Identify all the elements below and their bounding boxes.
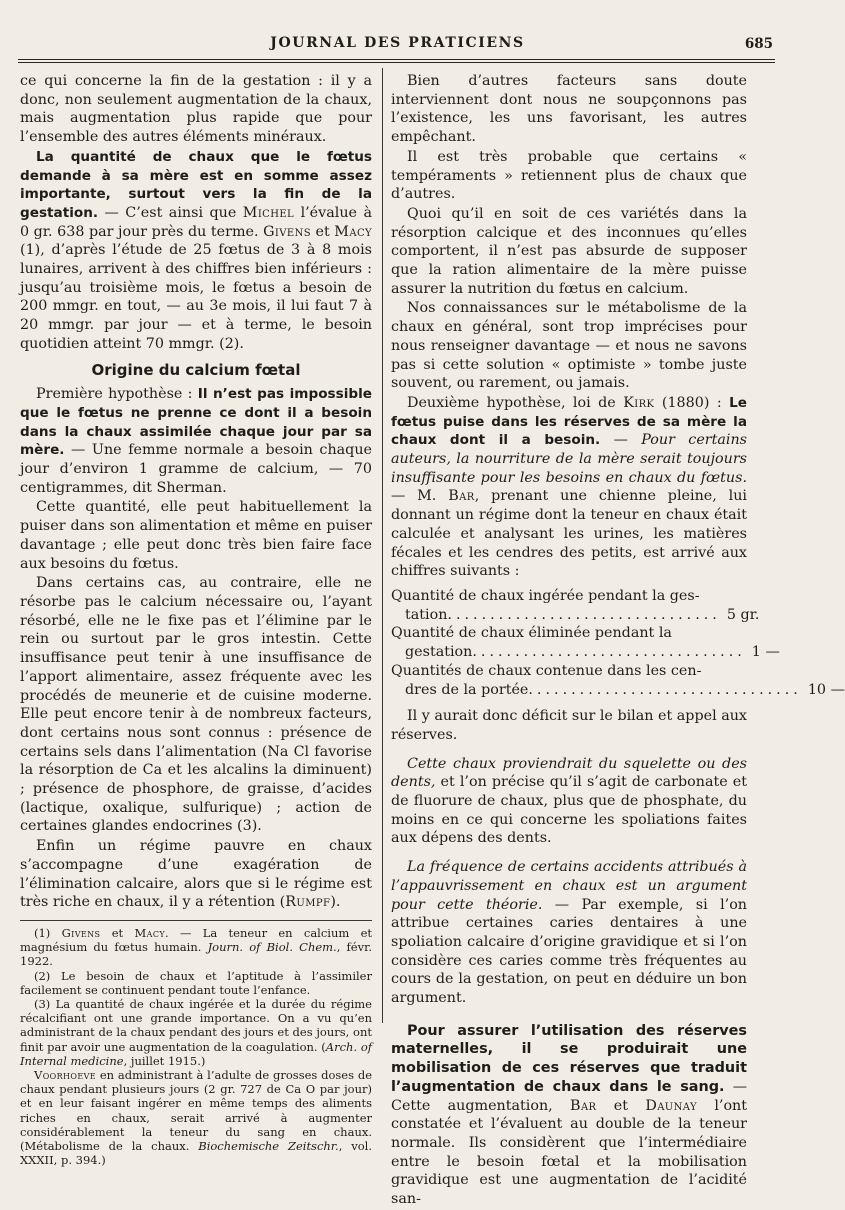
table-cell: dres de la portée <box>405 681 529 698</box>
column-divider <box>382 68 383 1023</box>
paragraph: ce qui concerne la fin de la gestation : il y a donc, non seulement augmentation de la chaux, mais augmentation plus rapide que pour l’ensemble des autres éléments minéraux. <box>20 73 372 146</box>
header-rule <box>18 59 775 60</box>
text: — M. <box>391 488 449 505</box>
journal-title: JOURNAL DES PRATICIENS <box>270 35 525 51</box>
text: Enfin un régime pauvre en chaux s’accompagne d’une exagération de l’élimination calcaire, alors que si le régime est très riche en chaux, il y a rétention ( <box>20 838 372 911</box>
text: Première hypothèse : <box>36 386 198 403</box>
journal-citation: Biochemische Zeitschr. <box>198 1138 339 1153</box>
author-name: Macy <box>334 223 373 240</box>
paragraph: Cette quantité, elle peut habituellement la puiser dans son alimentation et même en puiser davantage ; elle peut donc très bien faire face aux besoins du fœtus. <box>20 499 372 572</box>
text: — Par exemple, si l’on attribue certaines caries dentaires à une spoliation calcaire d’origine gravidique et si l’on considère ces caries comme très fréquentes au cours de la gestation, on peut en déduire un bon argument. <box>391 896 748 1007</box>
text: . — La teneur en calcium et magnésium du fœtus humain. <box>20 925 373 955</box>
footnote-1 <box>20 926 372 969</box>
leader-dots: ................................ <box>528 681 802 698</box>
paragraph <box>391 755 747 849</box>
text: , juillet 1915.) <box>123 1053 206 1068</box>
text: , vol. XXXII, p. 394.) <box>20 1138 372 1168</box>
paragraph: Bien d’autres facteurs sans doute interviennent dont nous ne soupçonnons pas l’existence, les uns favorisant, les autres empêchant. <box>391 73 747 146</box>
journal-citation: Arch. of Internal medicine <box>20 1039 373 1068</box>
data-table <box>391 587 845 699</box>
paragraph <box>391 1022 747 1209</box>
paragraph <box>391 394 747 581</box>
table-row <box>391 606 760 625</box>
paragraph: Quoi qu’il en soit de ces variétés dans la résorption calcique et des inconnues qu’elles comportent, il n’est pas absurde de supposer que la ration alimentaire de la mère puisse assurer la nutrition du fœtus en calcium. <box>391 205 747 297</box>
text: , févr. 1922. <box>20 940 372 969</box>
table-cell: tation <box>405 606 448 623</box>
table-cell: gestation <box>405 644 473 661</box>
text: — C’est ainsi que <box>98 204 243 221</box>
author-name: Voorhoeve <box>34 1067 97 1082</box>
bold-text: Pour assurer l’utilisation des réserves maternelles, il se produirait une mobilisation de ces réserves que traduit l’augmentation de chaux dans le sang. <box>391 1022 747 1095</box>
text: — Une femme normale a besoin chaque jour d’environ 1 gramme de calcium, — 70 centigrammes, dit Sherman. <box>20 442 372 496</box>
journal-citation: Journ. of Biol. Chem. <box>207 940 337 955</box>
text: et <box>596 1097 646 1114</box>
bold-text: Le fœtus puise dans les réserves de sa mère la chaux dont il a besoin. <box>391 394 747 449</box>
author-name: Daunay <box>645 1097 698 1114</box>
text: l’ont constatée et l’évaluent au double de la teneur normale. Ils considèrent que l’intermédiaire entre le besoin fœtal et la mobilisation gravidique est une augmentation de l’acidité san- <box>391 1097 748 1208</box>
footnote-3 <box>20 997 372 1068</box>
author-name: Macy <box>134 925 166 940</box>
footnote-rule <box>20 920 372 921</box>
running-header <box>20 34 775 56</box>
table-value: 10 — <box>807 681 845 698</box>
text: et <box>310 223 335 240</box>
footnote-4 <box>20 1068 372 1167</box>
text: (1), d’après l’étude de 25 fœtus de 3 à 8 mois lunaires, arrivent à des chiffres bien inférieurs : jusqu’au troisième mois, le fœtus a besoin de 200 mmgr. en tout, — au 3e mois, il lui faut 7 à 20 mmgr. par jour — et à terme, le besoin quotidien atteint 70 mmgr. (2). <box>20 242 372 352</box>
paragraph: Nos connaissances sur le métabolisme de la chaux en général, sont trop imprécises pour nous renseigner davantage — et nous ne savons pas si cette solution « optimiste » tombe juste souvent, ou rarement, ou jamais. <box>391 300 747 392</box>
table-row-label: Quantités de chaux contenue dans les cen- <box>391 662 702 679</box>
paragraph: Il y aurait donc déficit sur le bilan et appel aux réserves. <box>391 708 747 743</box>
text: — Cette augmentation, <box>391 1078 747 1114</box>
author-name: Rumpf <box>285 894 331 911</box>
paragraph <box>20 837 372 912</box>
text: (1) <box>34 925 62 940</box>
text: en administrant à l’adulte de grosses doses de chaux pendant plusieurs jours (2 gr. 727 de Ca O par jour) et en leur faisant ingérer en même temps des aliments riches en chaux, serait arrivé à augmenter considérablement la teneur du sang en chaux. (Métabolisme de la chaux. <box>20 1067 372 1153</box>
page-number: 685 <box>744 36 773 52</box>
author-name: Givens <box>263 223 311 240</box>
paragraph: Dans certains cas, au contraire, elle ne résorbe pas le calcium nécessaire ou, l’ayant résorbé, elle ne le fixe pas et l’élimine par le rein ou surtout par le gros intestin. Cette insuffisance peut tenir à une insuffisance de l’apport alimentaire, assez fréquente avec les procédés de meunerie et de cuisine moderne. Elle peut encore tenir à de nombreux facteurs, dont certains nous sont connus : présence de certains sels dans l’alimentation (Na Cl favorise la résorption de Ca et les alcalins la diminuent) ; présence de phosphore, de graisse, d’acides (lactique, oxalique, sulfurique) ; action de certaines glandes endocrines (3). <box>20 575 372 835</box>
paragraph <box>20 148 372 354</box>
author-name: Kirk <box>623 394 655 411</box>
author-name: Bar <box>570 1097 597 1114</box>
table-value: 5 gr. <box>726 606 760 623</box>
text: (3) La quantité de chaux ingérée et la durée du régime récalcifiant ont une grande importance. On a vu qu’en administrant de la chaux pendant des jours et des jours, ont finit par avoir une augmentation de la coagulation. ( <box>20 996 372 1054</box>
leader-dots: ................................ <box>472 644 746 661</box>
header-rule-thin <box>18 62 775 63</box>
author-name: Givens <box>61 925 101 940</box>
table-value: 1 — <box>751 644 780 661</box>
text: l’évalue à 0 gr. 638 par jour près du terme. <box>20 204 372 240</box>
bold-text: Il n’est pas impossible que le fœtus ne prenne ce dont il a besoin dans la chaux assimilée chaque jour par sa mère. <box>20 386 372 459</box>
text: (1880) : <box>654 394 730 411</box>
text: , prenant une chienne pleine, lui donnant un régime dont la teneur en chaux était calculée et analysant les urines, les matières fécales et les cendres des petits, est arrivé aux chiffres suivants : <box>391 488 747 580</box>
table-row <box>391 643 780 662</box>
author-name: Michel <box>242 204 295 221</box>
table-row <box>391 681 845 700</box>
footnote-2: (2) Le besoin de chaux et l’aptitude à l’assimiler facilement se continuent pendant toute l’enfance. <box>20 968 372 997</box>
paragraph <box>391 858 747 1008</box>
italic-text: Cette chaux proviendrait du squelette ou des dents, <box>391 755 747 791</box>
paragraph: Il est très probable que certains « tempéraments » retiennent plus de chaux que d’autres. <box>391 148 747 203</box>
section-heading: Origine du calcium fœtal <box>91 360 301 379</box>
leader-dots: ................................ <box>447 606 721 623</box>
text: ). <box>330 894 341 911</box>
bold-text: La quantité de chaux que le fœtus demande à sa mère est en somme assez importante, surtout vers la fin de la gestation. <box>20 148 372 221</box>
table-row-label: Quantité de chaux ingérée pendant la ges- <box>391 587 700 604</box>
right-column <box>391 72 845 1210</box>
text: Deuxième hypothèse, loi de <box>407 394 624 411</box>
left-column <box>20 72 372 1167</box>
italic-text: Pour certains auteurs, la nourriture de la mère serait toujours insuffisante pour les besoins en chaux du fœtus. <box>391 432 747 486</box>
author-name: Bar <box>448 488 475 505</box>
text: et <box>100 925 135 940</box>
table-row-label: Quantité de chaux éliminée pendant la <box>391 625 672 642</box>
text: et l’on précise qu’il s’agit de carbonate et de fluorure de chaux, plus que de phosphate, du moins en ce qui concerne les spoliations faites aux dépens des dents. <box>391 774 747 847</box>
text: — <box>600 432 642 449</box>
paragraph <box>20 385 372 497</box>
italic-text: La fréquence de certains accidents attribués à l’appauvrissement en chaux est un argument pour cette théorie. <box>391 859 747 913</box>
